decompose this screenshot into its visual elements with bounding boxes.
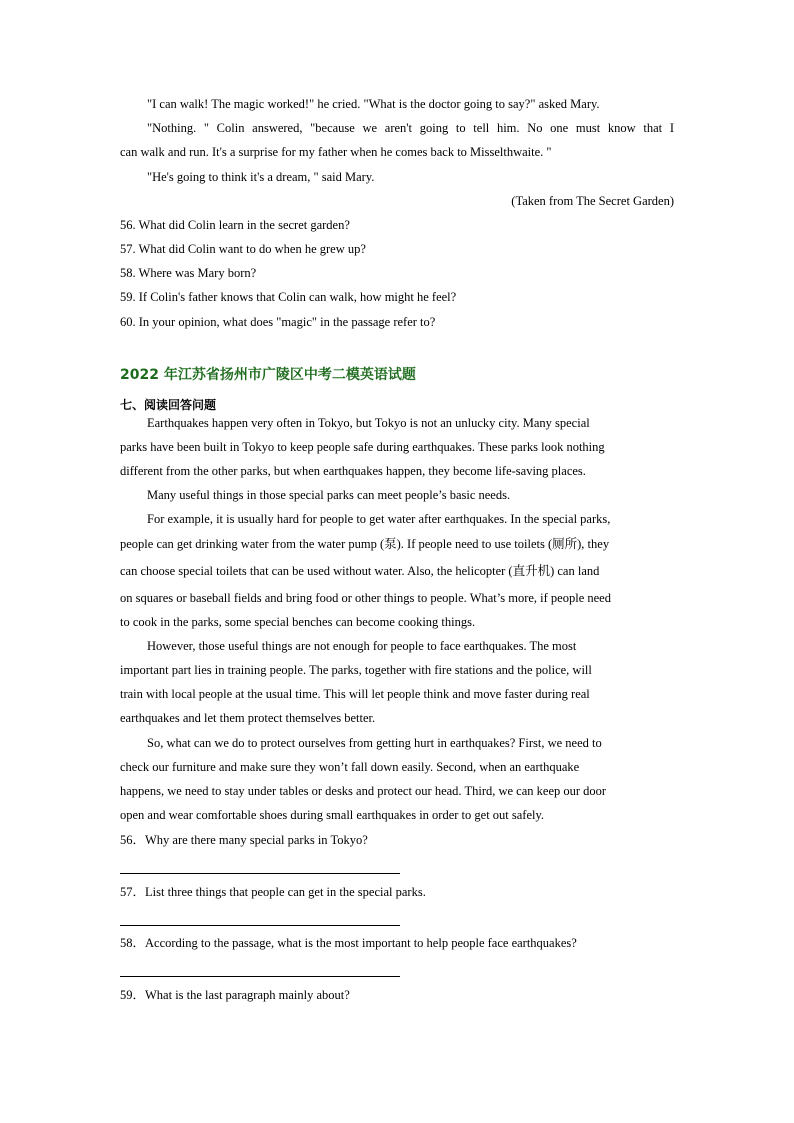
passage-line: different from the other parks, but when earthquakes happen, they become life-saving places. [120,464,586,478]
story-line: "He's going to think it's a dream, " said Mary. [147,170,375,184]
story-line: "Nothing. " Colin answered, "because we aren't going to tell him. No one must know that I [147,121,674,135]
question: 58．According to the passage, what is the most important to help people face earthquakes? [120,936,577,950]
passage-line: However, those useful things are not enough for people to face earthquakes. The most [147,639,577,653]
passage-line: earthquakes and let them protect themselves better. [120,711,376,725]
answer-line[interactable] [120,976,400,977]
passage-line: train with local people at the usual time. This will let people think and move faster during real [120,687,590,701]
answer-line[interactable] [120,873,400,874]
story-line: can walk and run. It's a surprise for my father when he comes back to Misselthwaite. " [120,145,552,159]
question: 57．List three things that people can get in the special parks. [120,885,426,899]
story-line: "I can walk! The magic worked!" he cried. "What is the doctor going to say?" asked Mary. [147,97,600,111]
passage-line: important part lies in training people. The parks, together with fire stations and the police, will [120,663,592,677]
passage-line: can choose special toilets that can be used without water. Also, the helicopter (直升机) can land [120,564,600,578]
story-question: 57. What did Colin want to do when he grew up? [120,242,366,256]
passage-line: parks have been built in Tokyo to keep people safe during earthquakes. These parks look nothing [120,440,605,454]
passage-line: Earthquakes happen very often in Tokyo, but Tokyo is not an unlucky city. Many special [147,416,590,430]
passage-line: So, what can we do to protect ourselves from getting hurt in earthquakes? First, we need to [147,736,602,750]
passage-line: open and wear comfortable shoes during small earthquakes in order to get out safely. [120,808,545,822]
passage-line: to cook in the parks, some special benches can become cooking things. [120,615,476,629]
question: 59．What is the last paragraph mainly about? [120,988,350,1002]
passage-line: on squares or baseball fields and bring food or other things to people. What’s more, if people need [120,591,611,605]
passage-line: For example, it is usually hard for people to get water after earthquakes. In the special parks, [147,512,611,526]
exam-title: 2022 年江苏省扬州市广陵区中考二模英语试题 [120,367,416,383]
story-question: 58. Where was Mary born? [120,266,257,280]
story-source: (Taken from The Secret Garden) [511,194,674,208]
passage-line: people can get drinking water from the water pump (泵). If people need to use toilets (厕所), they [120,537,610,551]
story-question: 60. In your opinion, what does "magic" in the passage refer to? [120,315,436,329]
passage-line: happens, we need to stay under tables or desks and protect our head. Third, we can keep our door [120,784,607,798]
passage-line: check our furniture and make sure they won’t fall down easily. Second, when an earthquake [120,760,580,774]
passage-line: Many useful things in those special parks can meet people’s basic needs. [147,488,511,502]
section-heading: 七、阅读回答问题 [120,398,217,412]
story-question: 59. If Colin's father knows that Colin can walk, how might he feel? [120,290,457,304]
question: 56．Why are there many special parks in Tokyo? [120,833,368,847]
story-question: 56. What did Colin learn in the secret garden? [120,218,350,232]
answer-line[interactable] [120,925,400,926]
